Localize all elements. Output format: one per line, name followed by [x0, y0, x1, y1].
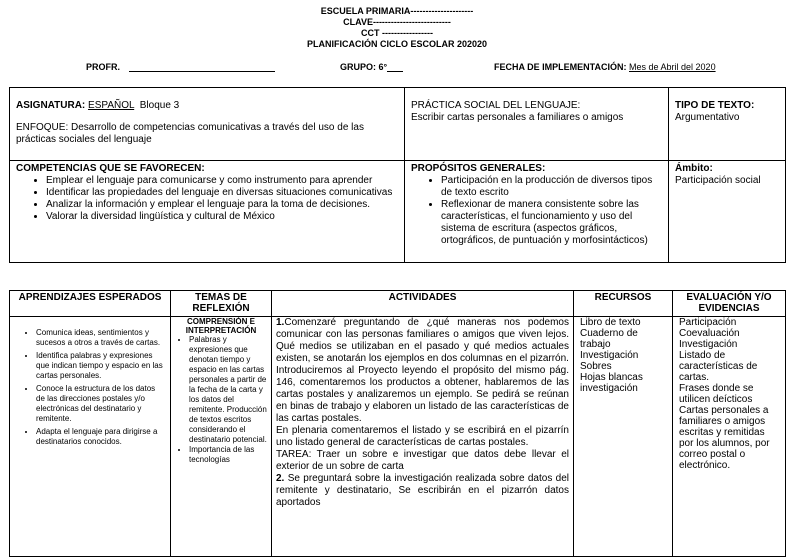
profr-blank-line: [129, 62, 275, 72]
planning-table: [9, 290, 786, 557]
enfoque-label: ENFOQUE:: [16, 122, 69, 133]
header-actividades: ACTIVIDADES: [272, 291, 574, 317]
competencias-list: [16, 175, 398, 223]
actividad-1: [276, 317, 569, 365]
document-title: PLANIFICACIÓN CICLO ESCOLAR 202020: [306, 39, 488, 49]
profr-field: [86, 62, 275, 72]
aprendizajes-cell: [10, 317, 171, 557]
profr-label: PROFR.: [86, 62, 121, 72]
planning-body-row: [10, 317, 786, 557]
actividad-1-text: Comenzaré preguntando de ¿qué maneras nos podemos comunicar con las personas familiares o amigos que viven lejos. Qué medios se utilizaban en el pasado y qué medios actuales existen, se anotarán los ejemplos en dos columnas en el pizarrón.: [276, 317, 569, 364]
proposito-item: • Reflexionar de manera consistente sobre las características, el funcionamiento y uso del sistema de escritura (aspectos gráficos, ortográficos, de puntuación y morfosintácticos): [441, 199, 662, 247]
competencia-item: • Analizar la información y emplear el lenguaje para la toma de decisiones.: [46, 199, 398, 211]
propositos-label: PROPÓSITOS GENERALES:: [411, 163, 546, 174]
fecha-value: Mes de Abril del 2020: [629, 62, 716, 72]
header-recursos: RECURSOS: [574, 291, 673, 317]
competencia-item: • Valorar la diversidad lingüística y cultural de México: [46, 211, 398, 223]
recurso-item: Cuaderno de trabajo: [580, 328, 638, 350]
grupo-blank-line: [387, 62, 403, 72]
grupo-field: [340, 62, 403, 72]
ambito-label: Ámbito:: [675, 163, 713, 174]
bloque-label: Bloque 3: [139, 100, 180, 111]
actividad-5-text: Se preguntará sobre la investigación realizada sobre datos del remitente y destinatario, Se escribirán en el pizarrón datos aportados: [276, 473, 570, 508]
evaluacion-item: Cartas personales a familiares o amigos escritas y remitidas por los alumnos, por correo postal o electrónico.: [679, 405, 770, 471]
evaluacion-cell: [673, 317, 786, 557]
recurso-item: Libro de texto: [580, 317, 641, 328]
practica-label: PRÁCTICA SOCIAL DEL LENGUAJE:: [411, 100, 581, 111]
recurso-item: investigación: [580, 383, 638, 394]
header-temas: TEMAS DE REFLEXIÓN: [171, 291, 272, 317]
actividad-2: Introduciremos al Proyecto leyendo el propósito del mismo pág. 146, comentaremos los productos a obtener, hablaremos de las cartas postales y analizaremos un ejemplo. Se pedirá se reúnan en binas de trabajo y elaboren un listado de las características de las cartas postales.: [276, 365, 569, 424]
tipo-texto-label: TIPO DE TEXTO:: [675, 100, 755, 111]
aprendizaje-item: • Comunica ideas, sentimientos y sucesos a otros a través de cartas.: [36, 328, 166, 348]
competencia-item: • Identificar las propiedades del lenguaje en diversas situaciones comunicativas: [46, 187, 398, 199]
aprendizajes-list: [20, 328, 166, 447]
enfoque-text: Desarrollo de competencias comunicativas a través del uso de las prácticas sociales del lenguaje: [16, 122, 364, 145]
actividad-5-number: 2.: [276, 473, 285, 484]
practica-text: Escribir cartas personales a familiares o amigos: [411, 112, 624, 123]
competencia-item: • Emplear el lenguaje para comunicarse y como instrumento para aprender: [46, 175, 398, 187]
temas-title: COMPRENSIÓN E INTERPRETACIÓN: [185, 317, 257, 335]
tipo-texto-value: Argumentativo: [675, 112, 740, 123]
planning-header-row: [10, 291, 786, 317]
asignatura-label: ASIGNATURA:: [16, 100, 86, 111]
tema-item: • Importancia de las tecnologías: [189, 445, 269, 465]
actividad-5: [276, 473, 569, 509]
actividades-cell: [272, 317, 574, 557]
evaluacion-item: Investigación: [679, 339, 738, 350]
header-evaluacion: EVALUACIÓN Y/O EVIDENCIAS: [673, 291, 786, 317]
fecha-field: [494, 62, 716, 72]
actividad-4: TAREA: Traer un sobre e investigar que datos debe llevar el exterior de un sobre de carta: [276, 449, 569, 472]
fecha-label: FECHA DE IMPLEMENTACIÓN:: [494, 62, 627, 72]
competencias-label: COMPETENCIAS QUE SE FAVORECEN:: [16, 163, 205, 174]
evaluacion-item: Listado de características de cartas.: [679, 350, 758, 383]
aprendizaje-item: • Identifica palabras y expresiones que indican tiempo y espacio en las cartas personales.: [36, 351, 166, 381]
recursos-cell: [574, 317, 673, 557]
school-cct: CCT -----------------: [361, 28, 433, 38]
recurso-item: Sobres: [580, 361, 612, 372]
grupo-label: GRUPO: 6°: [340, 62, 388, 72]
subject-row: [10, 88, 786, 161]
evaluacion-item: Frases donde se utilicen deícticos: [679, 383, 754, 405]
ambito-value: Participación social: [675, 175, 761, 186]
temas-cell: [171, 317, 272, 557]
header-aprendizajes: APRENDIZAJES ESPERADOS: [10, 291, 171, 317]
tipo-texto-cell: [669, 88, 786, 161]
aprendizaje-item: • Adapta el lenguaje para dirigirse a destinatarios conocidos.: [36, 427, 166, 447]
asignatura-value: ESPAÑOL: [88, 100, 135, 111]
actividad-3: En plenaria comentaremos el listado y se escribirá en el pizarrín uno listado general de características de cartas postales.: [276, 425, 569, 448]
subject-info-table: [9, 87, 786, 263]
recurso-item: Hojas blancas: [580, 372, 643, 383]
propositos-cell: [405, 161, 669, 263]
school-clave: CLAVE--------------------------: [343, 17, 451, 27]
actividad-1-number: 1.: [276, 317, 285, 328]
evaluacion-item: Participación: [679, 317, 737, 328]
temas-list: [173, 335, 269, 465]
evaluacion-item: Coevaluación: [679, 328, 740, 339]
recurso-item: Investigación: [580, 350, 639, 361]
proposito-item: • Participación en la producción de diversos tipos de texto escrito: [441, 175, 662, 199]
competencias-cell: [10, 161, 405, 263]
asignatura-cell: [10, 88, 405, 161]
propositos-list: [411, 175, 662, 247]
tema-item: • Palabras y expresiones que denotan tiempo y espacio en las cartas personales a partir de la fecha de la carta y los datos del remitente. Producción de textos escritos considerando el destinatario potencial.: [189, 335, 269, 445]
aprendizaje-item: • Conoce la estructura de los datos de las direcciones postales y/o electrónicas del destinatario y remitente.: [36, 384, 166, 424]
school-name: ESCUELA PRIMARIA---------------------: [320, 6, 474, 16]
practica-cell: [405, 88, 669, 161]
competencias-row: [10, 161, 786, 263]
ambito-cell: [669, 161, 786, 263]
